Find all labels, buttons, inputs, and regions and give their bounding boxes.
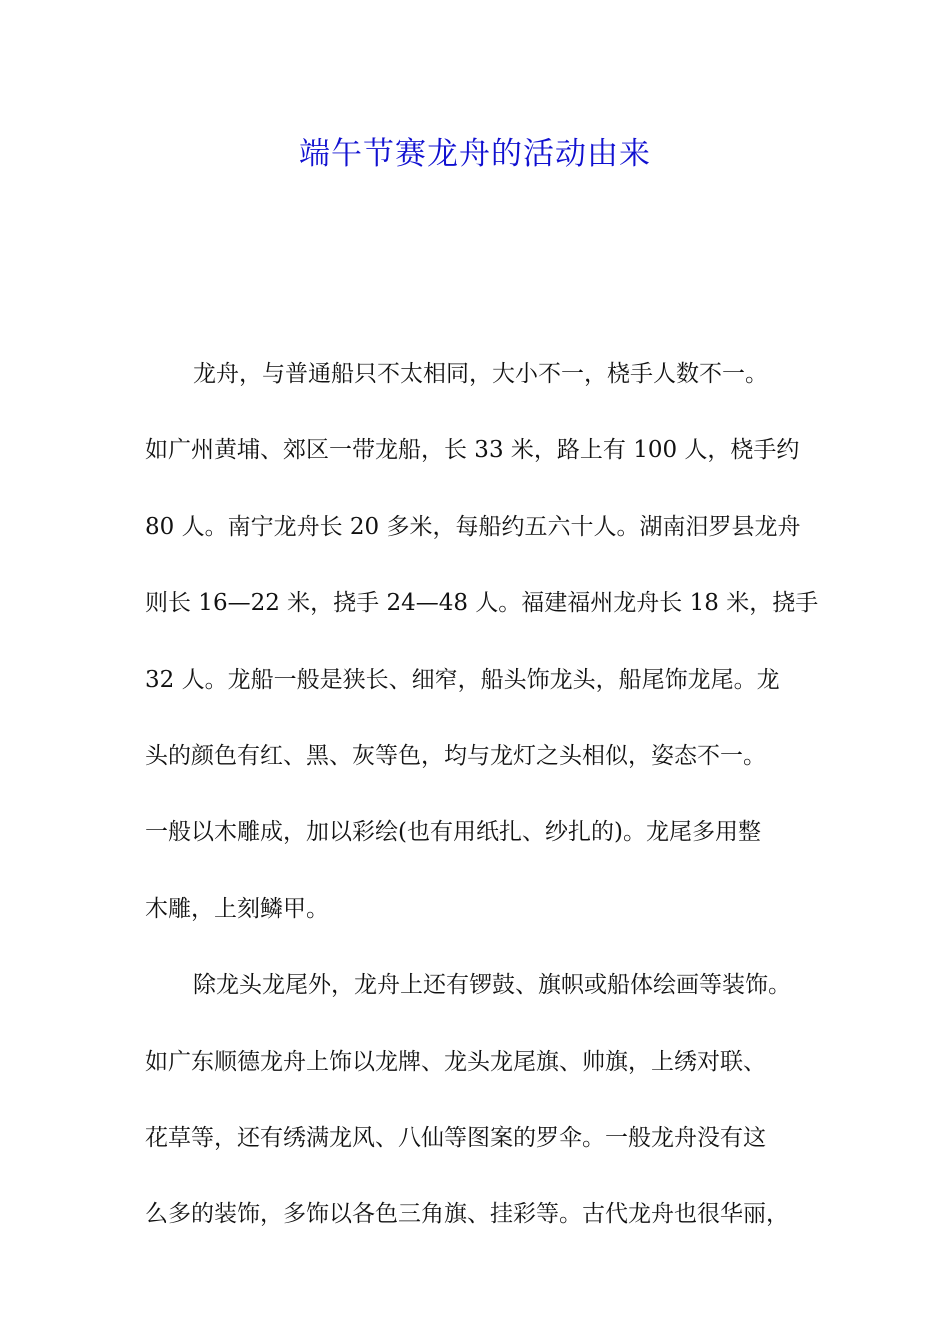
paragraph-1-line-4: 则长 16—22 米，挠手 24—48 人。福建福州龙舟长 18 米，挠手 [145, 590, 819, 617]
paragraph-1-line-6: 头的颜色有红、黑、灰等色，均与龙灯之头相似，姿态不一。 [145, 742, 766, 769]
paragraph-2-line-1: 除龙头龙尾外，龙舟上还有锣鼓、旗帜或船体绘画等装饰。 [193, 972, 791, 999]
paragraph-2-line-4: 么多的装饰，多饰以各色三角旗、挂彩等。古代龙舟也很华丽， [145, 1201, 789, 1228]
paragraph-1-line-8: 木雕，上刻鳞甲。 [145, 895, 329, 922]
document-body [145, 336, 819, 1253]
paragraph-2-line-2: 如广东顺德龙舟上饰以龙牌、龙头龙尾旗、帅旗，上绣对联、 [145, 1048, 766, 1075]
paragraph-1-line-2: 如广州黄埔、郊区一带龙船，长 33 米，路上有 100 人，桡手约 [145, 437, 800, 464]
paragraph-1-line-3: 80 人。南宁龙舟长 20 多米，每船约五六十人。湖南汨罗县龙舟 [145, 513, 801, 540]
paragraph-1-line-5: 32 人。龙船一般是狭长、细窄，船头饰龙头，船尾饰龙尾。龙 [145, 666, 780, 693]
paragraph-2-line-3: 花草等，还有绣满龙风、八仙等图案的罗伞。一般龙舟没有这 [145, 1124, 766, 1151]
paragraph-1-line-7: 一般以木雕成，加以彩绘(也有用纸扎、纱扎的)。龙尾多用整 [145, 819, 761, 846]
page-title: 端午节赛龙舟的活动由来 [299, 136, 651, 172]
paragraph-1-line-1: 龙舟，与普通船只不太相同，大小不一，桡手人数不一。 [193, 361, 768, 387]
